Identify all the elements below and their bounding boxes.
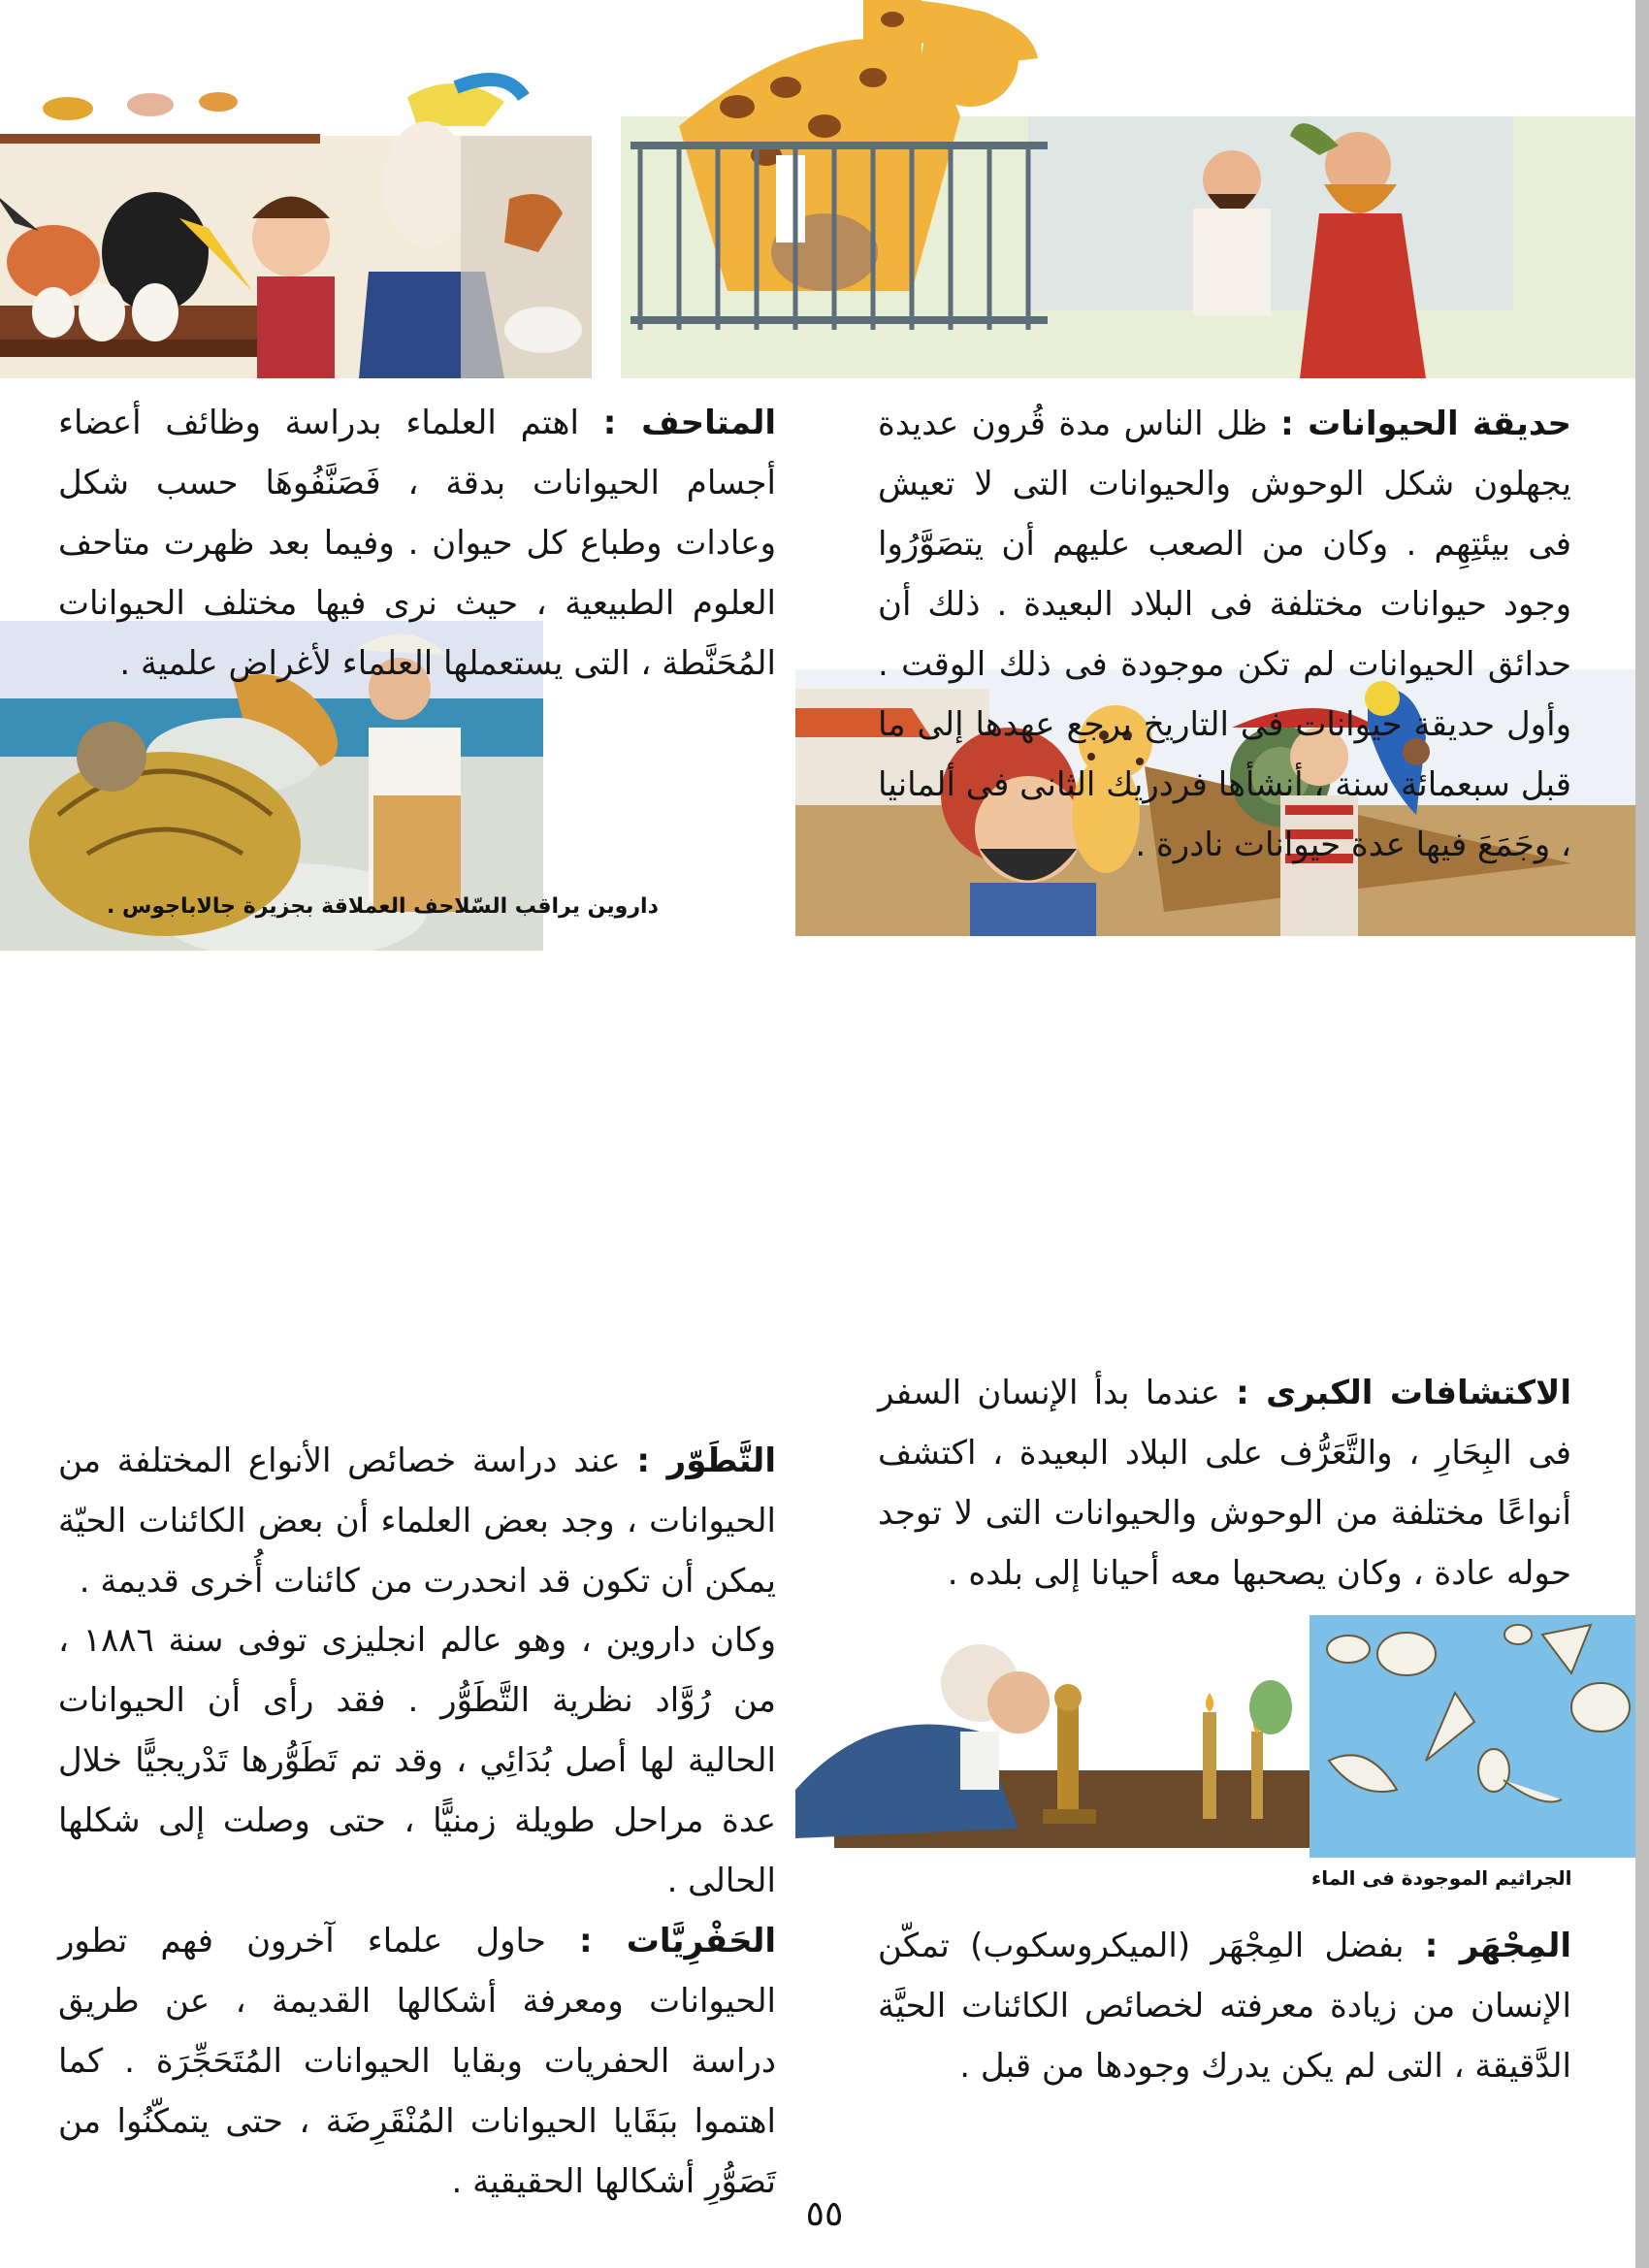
page-number: ٥٥: [805, 2194, 844, 2234]
evolution-text-1: عند دراسة خصائص الأنواع المختلفة من الحيوانات ، وجد بعض العلماء أن بعض الكائنات الحيّة يمكن أن تكون قد انحدرت من كائنات أُخرى قديمة .: [58, 1442, 776, 1601]
museums-paragraph: [58, 393, 776, 694]
evolution-text-2: وكان داروين ، وهو عالم انجليزى توفى سنة ١٨٨٦ ، من رُوَّاد نظرية التَّطَوُّر . فقد رأى أن الحيوانات الحالية لها أصل بُدَائِي ، وقد تم تَطَوُّرها تَدْريجيًّا خلال عدة مراحل طويلة زمنيًّا ، حتى وصلت إلى شكلها الحالى .: [58, 1621, 776, 1900]
microscope-text: بفضل المِجْهَر (الميكروسكوب) تمكّن الإنسان من زيادة معرفته لخصائص الكائنات الحيَّة الدَّقيقة ، التى لم يكن يدرك وجودها من قبل .: [878, 1927, 1571, 2086]
discoveries-text: عندما بدأ الإنسان السفر فى البِحَارِ ، والتَّعَرُّف على البلاد البعيدة ، اكتشف أنواعًا مختلفة من الوحوش والحيوانات التى لا توجد حوله عادة ، وكان يصحبها معه أحيانا إلى بلده .: [878, 1374, 1571, 1593]
evolution-paragraph: [58, 1431, 776, 1611]
evolution-paragraph-2: [58, 1610, 776, 1911]
darwin-caption: داروين يراقب السّلاحف العملاقة بجزيرة جالاباجوس .: [107, 894, 659, 919]
evolution-heading: التَّطَوّر :: [636, 1442, 776, 1480]
germs-caption: الجراثيم الموجودة فى الماء: [1311, 1866, 1572, 1890]
zoo-illustration: [621, 0, 1641, 378]
museum-illustration: [0, 58, 592, 378]
discoveries-heading: الاكتشافات الكبرى :: [1236, 1374, 1572, 1412]
microscope-illustration: [795, 1615, 1329, 1882]
fossils-heading: الحَفْرِيَّات :: [579, 1922, 777, 1960]
zoo-heading: حديقة الحيوانات :: [1280, 405, 1571, 443]
discoveries-paragraph: [878, 1363, 1571, 1604]
fossils-text: حاول علماء آخرون فهم تطور الحيوانات ومعرفة أشكالها القديمة ، عن طريق دراسة الحفريات وبقايا الحيوانات المُتَحَجِّرَة . كما اهتموا ببَقَايا الحيوانات المُنْقَرِضَة ، حتى يتمكّنُوا من تَصَوُّرِ أشكالها الحقيقية .: [58, 1922, 776, 2201]
museums-heading: المتاحف :: [602, 404, 777, 442]
page-edge-shadow: [1635, 0, 1649, 2268]
zoo-paragraph: [878, 394, 1571, 875]
zoo-text: ظل الناس مدة قُرون عديدة يجهلون شكل الوحوش والحيوانات التى لا تعيش فى بيئتِهِم . وكان من الصعب عليهم أن يتصَوَّرُوا وجود حيوانات مختلفة فى البلاد البعيدة . ذلك أن حدائق الحيوانات لم تكن موجودة فى ذلك الوقت . وأول حديقة حيوانات فى التاريخ يرجع عهدها إلى ما قبل سبعمائة سنة ، أنشأها فردريك الثانى فى ألمانيا ، وجَمَعَ فيها عدة حيوانات نادرة .: [878, 405, 1571, 864]
microscope-paragraph: [878, 1916, 1571, 2096]
fossils-paragraph: [58, 1911, 776, 2212]
microscope-heading: المِجْهَر :: [1424, 1927, 1572, 1965]
museums-text: اهتم العلماء بدراسة وظائف أعضاء أجسام الحيوانات بدقة ، فَصَنَّفُوهَا حسب شكل وعادات وطباع كل حيوان . وفيما بعد ظهرت متاحف العلوم الطبيعية ، حيث نرى فيها مختلف الحيوانات المُحَنَّطة ، التى يستعملها العلماء لأغراض علمية .: [58, 404, 776, 683]
water-germs-panel: [1310, 1615, 1641, 1858]
